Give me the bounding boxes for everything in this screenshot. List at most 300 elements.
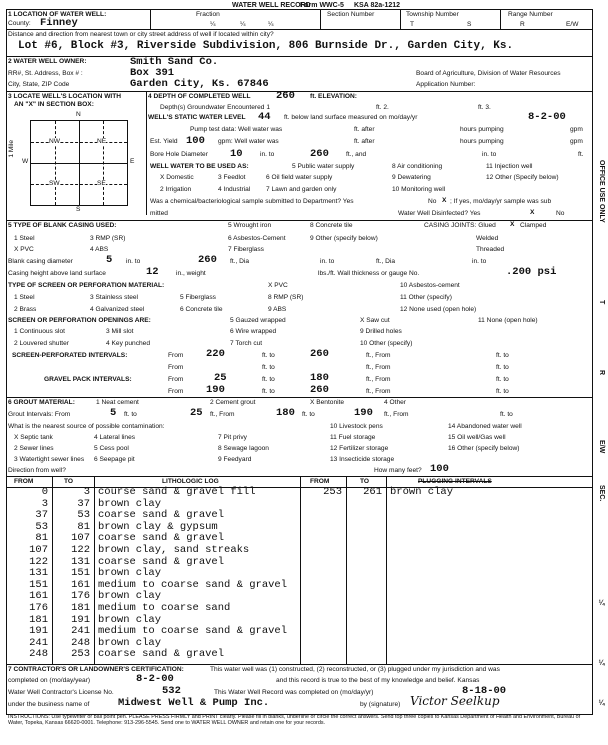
opening-continuous[interactable]: 1 Continuous slot	[14, 328, 65, 335]
casing-threaded: Threaded	[476, 246, 505, 253]
log-cell-to2	[346, 522, 386, 534]
section-5-label: 5 TYPE OF BLANK CASING USED:	[8, 222, 117, 229]
screen-brass[interactable]: 2 Brass	[14, 306, 37, 313]
compass-s: S	[76, 206, 81, 213]
log-cell-to: 122	[71, 543, 90, 556]
gw-ft-3: ft. 3.	[478, 104, 491, 111]
log-cell-to: 253	[71, 648, 90, 661]
completed-label: completed on (mo/day/year)	[8, 677, 91, 684]
use-oil-field[interactable]: 6 Oil field water supply	[266, 174, 333, 181]
casing-pvc[interactable]: X PVC	[14, 246, 34, 253]
log-cell-text2	[386, 591, 590, 603]
township-s: S	[467, 21, 472, 28]
bore-ft: ft.	[578, 151, 584, 158]
owner-address: Box 391	[130, 67, 175, 79]
log-cell-text: medium to coarse sand & gravel	[98, 578, 288, 591]
log-cell-from: 122	[29, 555, 48, 568]
log-cell-from: 53	[35, 520, 48, 533]
log-cell-text2	[386, 626, 590, 638]
pump-hours: hours pumping	[460, 126, 504, 133]
log-cell-to2	[346, 510, 386, 522]
contam-feedyard[interactable]: 9 Feedyard	[218, 456, 252, 463]
log-cell-text: coarse sand & gravel	[98, 509, 225, 522]
contam-lagoon[interactable]: 8 Sewage lagoon	[218, 445, 269, 452]
instructions-text: INSTRUCTIONS: Use typewriter or ball point pen. PLEASE PRESS FIRMLY and PRINT clearly. Please fill in blanks, underline or circle the correct answers. Send top three copies to Kansas Department of Health and Environment, Bureau of Water, Topeka, Kansas 66620-0001. Telephone: 913-296-5545. Send one to WATER WELL OWNER and retain one for your records.	[8, 714, 581, 727]
yield-unit: gpm: Well water was	[218, 138, 279, 145]
log-cell-text: medium to coarse sand	[98, 601, 231, 614]
log-cell-from2	[300, 626, 346, 638]
side-r: R	[598, 370, 605, 376]
casing-asbestos[interactable]: 6 Asbestos-Cement	[228, 235, 286, 242]
grout-bentonite[interactable]: X Bentonite	[310, 399, 345, 406]
county-value: Finney	[40, 17, 78, 29]
ksa-reference: KSA 82a-1212	[354, 2, 401, 9]
casing-height-label: Casing height above land surface	[8, 270, 106, 277]
spi-from-value: 220	[206, 348, 225, 360]
casing-steel[interactable]: 1 Steel	[14, 235, 35, 242]
log-cell-from: 241	[29, 636, 48, 649]
casing-joints-mark[interactable]: X	[510, 221, 515, 228]
gauge-value: .200 psi	[506, 266, 557, 278]
bore-in-to: in. to	[260, 151, 275, 158]
contam-pit-privy[interactable]: 7 Pit privy	[218, 434, 247, 441]
use-injection[interactable]: 11 Injection well	[486, 163, 533, 170]
spi-ft-to: ft. to	[262, 352, 275, 359]
spi-ft-from-2: ft., From	[366, 364, 391, 371]
log-cell-from2	[300, 522, 346, 534]
gravel-intervals-label: GRAVEL PACK INTERVALS:	[44, 376, 132, 383]
use-other[interactable]: 12 Other (Specify below)	[486, 174, 559, 181]
direction-label: Direction from well?	[8, 467, 66, 474]
plugging-intervals-header: PLUGGING INTERVALS	[418, 478, 492, 485]
certification-text-2: and this record is true to the best of my knowledge and belief. Kansas	[276, 677, 480, 684]
contam-other[interactable]: 16 Other (specify below)	[448, 445, 520, 452]
log-cell-to: 176	[71, 590, 90, 603]
use-industrial[interactable]: 4 Industrial	[218, 186, 251, 193]
casing-abs[interactable]: 4 ABS	[90, 246, 109, 253]
distance-label: Distance and direction from nearest town or city street address of well if located within city?	[8, 31, 274, 38]
gp1-to-value: 180	[310, 372, 329, 384]
spi-from-2: From	[168, 364, 184, 371]
mitted: mitted	[150, 210, 168, 217]
log-cell-text: coarse sand & gravel	[98, 648, 225, 661]
form-number: Form WWC-5	[300, 2, 344, 9]
casing-clamped: Clamped	[520, 222, 547, 229]
gp-from: From	[168, 376, 184, 383]
side-quarter-3: ¼	[598, 700, 605, 707]
casing-rmp[interactable]: 3 RMP (SR)	[90, 235, 126, 242]
certification-text-3: This Water Well Record was completed on (mo/day/yr)	[214, 689, 374, 696]
screen-steel[interactable]: 1 Steel	[14, 294, 35, 301]
log-cell-text: brown clay	[98, 567, 162, 580]
screen-pvc[interactable]: X PVC	[268, 282, 288, 289]
section-7-label: 7 CONTRACTOR'S OR LANDOWNER'S CERTIFICATION:	[8, 666, 184, 673]
table-row	[7, 533, 590, 545]
log-cell-from: 131	[29, 567, 48, 580]
opening-torch[interactable]: 7 Torch cut	[230, 340, 263, 347]
quadrant-nw: NW	[49, 138, 60, 145]
gp2-from-value: 190	[206, 384, 225, 396]
opening-saw-cut[interactable]: X Saw cut	[360, 317, 390, 324]
log-cell-from2	[300, 649, 346, 661]
log-cell-text: brown clay	[98, 613, 162, 626]
log-cell-from: 248	[29, 648, 48, 661]
grout-other[interactable]: 4 Other	[384, 399, 406, 406]
groundwater-label: Depth(s) Groundwater Encountered 1	[160, 104, 270, 111]
log-cell-to: 161	[71, 578, 90, 591]
contam-cess[interactable]: 5 Cess pool	[94, 445, 129, 452]
lithologic-log-header: LITHOLOGIC LOG	[162, 478, 219, 485]
depth-label: 4 DEPTH OF COMPLETED WELL	[148, 93, 251, 100]
log-cell-text: coarse sand & gravel	[98, 555, 225, 568]
use-monitoring[interactable]: 10 Monitoring well	[392, 186, 446, 193]
section-number-label: Section Number	[327, 11, 375, 18]
casing-joints-label: CASING JOINTS: Glued	[424, 222, 496, 229]
log-cell-text2	[386, 557, 590, 569]
log-cell-from: 181	[29, 613, 48, 626]
opening-wire[interactable]: 6 Wire wrapped	[230, 328, 277, 335]
range-ew: E/W	[566, 21, 579, 28]
screen-concrete[interactable]: 6 Concrete tile	[180, 306, 223, 313]
log-cell-text2	[386, 649, 590, 661]
contam-abandoned[interactable]: 14 Abandoned water well	[448, 423, 522, 430]
gp-ft-to-4: ft. to	[496, 388, 509, 395]
static-level-label: WELL'S STATIC WATER LEVEL	[148, 114, 246, 121]
table-row	[7, 545, 590, 557]
log-cell-from: 176	[29, 601, 48, 614]
side-sec: SEC.	[598, 485, 605, 502]
opening-key[interactable]: 4 Key punched	[106, 340, 150, 347]
openings-label: SCREEN OR PERFORATION OPENINGS ARE:	[8, 317, 151, 324]
spi-ft-from: ft., From	[366, 352, 391, 359]
chem-no-mark[interactable]: X	[442, 197, 447, 204]
owner-name: Smith Sand Co.	[130, 56, 219, 68]
screen-none[interactable]: 12 None used (open hole)	[400, 306, 477, 313]
yield-after: ft. after	[354, 138, 375, 145]
log-from-header-2: FROM	[310, 478, 330, 485]
grout-neat-cement[interactable]: 1 Neat cement	[96, 399, 139, 406]
screen-other[interactable]: 11 Other (specify)	[400, 294, 452, 301]
bore-value: 10	[230, 148, 243, 160]
log-cell-to2	[346, 568, 386, 580]
log-cell-from: 191	[29, 625, 48, 638]
grout2-ft-to: ft. to	[302, 411, 315, 418]
certification-text-1: This water well was (1) constructed, (2) reconstructed, or (3) plugged under my jurisdiction and was	[210, 666, 500, 673]
static-level-value: 44	[258, 111, 271, 123]
log-cell-text: brown clay	[98, 636, 162, 649]
compass-e: E	[130, 158, 135, 165]
blank-in-to-3: in. to	[472, 258, 487, 265]
screen-galvanized[interactable]: 4 Galvanized steel	[90, 306, 145, 313]
screen-stainless[interactable]: 3 Stainless steel	[90, 294, 139, 301]
screen-asbestos[interactable]: 10 Asbestos-cement	[400, 282, 460, 289]
table-row	[7, 638, 590, 650]
table-row	[7, 626, 590, 638]
quadrant-se: SE	[97, 180, 106, 187]
owner-city: Garden City, Ks. 67846	[130, 78, 269, 90]
log-cell-to: 37	[77, 497, 90, 510]
casing-fiberglass[interactable]: 7 Fiberglass	[228, 246, 264, 253]
compass-n: N	[76, 111, 81, 118]
side-quarter-1: ¼	[598, 600, 605, 607]
grout-cement-grout[interactable]: 2 Cement grout	[210, 399, 256, 406]
bore-ft-and: ft., and	[346, 151, 367, 158]
log-to-header-2: TO	[360, 478, 370, 485]
log-cell-text2	[386, 499, 590, 511]
use-public[interactable]: 5 Public water supply	[292, 163, 355, 170]
log-cell-text: medium to coarse sand & gravel	[98, 625, 288, 638]
log-cell-text2	[386, 510, 590, 522]
casing-welded: Welded	[476, 235, 499, 242]
bore-to-value: 260	[310, 148, 329, 160]
contam-sewer[interactable]: 2 Sewer lines	[14, 445, 54, 452]
log-cell-text: brown clay	[98, 497, 162, 510]
blank-in-to-2: in. to	[320, 258, 335, 265]
opening-gauzed[interactable]: 5 Gauzed wrapped	[230, 317, 286, 324]
spi-to-value: 260	[310, 348, 329, 360]
log-cell-to: 81	[77, 520, 90, 533]
log-cell-to2	[346, 499, 386, 511]
contam-fuel[interactable]: 11 Fuel storage	[330, 434, 376, 441]
grout2-ft-from: ft., From	[384, 411, 409, 418]
grout-intervals-label: Grout Intervals: From	[8, 411, 71, 418]
screen-rmp[interactable]: 8 RMP (SR)	[268, 294, 304, 301]
screen-material-label: TYPE OF SCREEN OR PERFORATION MATERIAL:	[8, 282, 165, 289]
form-title: WATER WELL RECORD	[232, 2, 311, 9]
log-cell-from: 107	[29, 543, 48, 556]
table-row	[7, 603, 590, 615]
grout2-to: 190	[354, 407, 373, 419]
log-cell-to2	[346, 603, 386, 615]
log-cell-to2	[346, 557, 386, 569]
signature-label: by (signature)	[360, 701, 401, 708]
table-row	[7, 580, 590, 592]
side-ew: E/W	[598, 440, 605, 454]
log-cell-to: 131	[71, 555, 90, 568]
table-row	[7, 615, 590, 627]
log-cell-from: 161	[29, 590, 48, 603]
log-cell-from: 81	[35, 532, 48, 545]
opening-louvered[interactable]: 2 Louvered shutter	[14, 340, 69, 347]
log-cell-text: brown clay	[98, 590, 162, 603]
log-cell-to2	[346, 626, 386, 638]
log-cell-from2	[300, 557, 346, 569]
use-label: WELL WATER TO BE USED AS:	[150, 163, 249, 170]
quarter-mark: ¼	[240, 21, 246, 28]
record-date: 8-18-00	[462, 685, 507, 697]
use-air[interactable]: 8 Air conditioning	[392, 163, 443, 170]
fraction-label: Fraction	[196, 11, 220, 18]
table-row	[7, 499, 590, 511]
log-cell-text2	[386, 522, 590, 534]
log-cell-from: 0	[41, 486, 48, 498]
table-row	[7, 510, 590, 522]
section-3-sublabel: AN "X" IN SECTION BOX:	[14, 101, 94, 108]
office-use-only: OFFICE USE ONLY	[598, 160, 605, 223]
elevation-label: ft. ELEVATION:	[310, 93, 358, 100]
log-from-header: FROM	[14, 478, 34, 485]
table-row	[7, 487, 590, 499]
log-cell-text2	[386, 533, 590, 545]
gp-ft-from: ft., From	[366, 376, 391, 383]
well-address: Lot #6, Block #3, Riverside Subdivision, 806 Burnside Dr., Garden City, Ks.	[18, 40, 514, 52]
log-cell-from2	[300, 603, 346, 615]
table-row	[7, 649, 590, 661]
contamination-label: What is the nearest source of possible contamination:	[8, 423, 165, 430]
grout1-ft-to: ft. to	[124, 411, 137, 418]
contractor-signature: Victor Seelkup	[410, 694, 500, 708]
blank-diameter-value: 5	[106, 254, 113, 266]
township-t: T	[410, 21, 415, 28]
log-cell-text: coarse sand & gravel	[98, 532, 225, 545]
wall-thickness-label: lbs./ft. Wall thickness or gauge No.	[318, 270, 420, 277]
completed-date: 8-2-00	[136, 673, 174, 685]
side-t: T	[598, 300, 605, 305]
contam-insecticide[interactable]: 13 Insecticide storage	[330, 456, 395, 463]
log-cell-from2	[300, 580, 346, 592]
use-domestic[interactable]: X Domestic	[160, 174, 194, 181]
opening-other[interactable]: 10 Other (specify)	[360, 340, 413, 347]
screen-intervals-label: SCREEN-PERFORATED INTERVALS:	[12, 352, 128, 359]
log-cell-from2: 253	[323, 486, 342, 498]
opening-drilled[interactable]: 9 Drilled holes	[360, 328, 402, 335]
mile-label: 1 Mile	[8, 140, 15, 158]
pump-test-label: Pump test data: Well water was	[190, 126, 283, 133]
quarter-mark: ¼	[210, 21, 216, 28]
contam-watertight[interactable]: 3 Watertight sewer lines	[14, 456, 85, 463]
blank-diameter-label: Blank casing diameter	[8, 258, 73, 265]
casing-wrought[interactable]: 5 Wrought iron	[228, 222, 272, 229]
chem-sample-label: Was a chemical/bacteriological sample submitted to Department? Yes	[150, 198, 354, 205]
section-location-box[interactable]	[30, 120, 128, 206]
spi-ft-to-2: ft. to	[496, 352, 509, 359]
log-cell-to: 241	[71, 625, 90, 638]
contam-septic[interactable]: X Septic tank	[14, 434, 53, 441]
yield-hours: hours pumping	[460, 138, 504, 145]
log-to-header: TO	[64, 478, 74, 485]
log-cell-from: 151	[29, 578, 48, 591]
log-cell-to: 53	[77, 509, 90, 522]
board-label: Board of Agriculture, Division of Water Resources	[416, 70, 561, 77]
grout2-from: 180	[276, 407, 295, 419]
log-cell-text2	[386, 603, 590, 615]
log-cell-from2	[300, 510, 346, 522]
casing-weight-label: in., weight	[176, 270, 206, 277]
log-cell-text2	[386, 545, 590, 557]
log-cell-to2	[346, 580, 386, 592]
disinfected-mark[interactable]: X	[530, 209, 535, 216]
contam-seepage[interactable]: 6 Seepage pit	[94, 456, 135, 463]
gp-from-2: From	[168, 388, 184, 395]
log-cell-to: 151	[71, 567, 90, 580]
yield-value: 100	[186, 135, 205, 147]
log-cell-to2	[346, 591, 386, 603]
township-number-label: Township Number	[406, 11, 459, 18]
chem-no: No	[428, 198, 437, 205]
log-cell-to2	[346, 533, 386, 545]
lithologic-log-table	[7, 487, 590, 661]
compass-w: W	[22, 158, 29, 165]
log-cell-to2	[346, 638, 386, 650]
blank-in-to: in. to	[126, 258, 141, 265]
grout1-ft-from: ft., From	[210, 411, 235, 418]
yield-gpm: gpm	[570, 138, 583, 145]
screen-fiberglass[interactable]: 5 Fiberglass	[180, 294, 216, 301]
range-r: R	[520, 21, 525, 28]
log-cell-to: 248	[71, 636, 90, 649]
log-cell-to: 191	[71, 613, 90, 626]
log-cell-to: 181	[71, 601, 90, 614]
quadrant-sw: SW	[49, 180, 60, 187]
bore-in-to-2: in. to	[482, 151, 497, 158]
log-cell-to: 3	[83, 486, 90, 498]
log-cell-from2	[300, 638, 346, 650]
section-3-label: 3 LOCATE WELL'S LOCATION WITH	[8, 93, 122, 100]
business-label: under the business name of	[8, 701, 90, 708]
pump-gpm: gpm	[570, 126, 583, 133]
gp-ft-to: ft. to	[262, 376, 275, 383]
use-irrigation[interactable]: 2 Irrigation	[160, 186, 192, 193]
log-cell-to: 107	[71, 532, 90, 545]
opening-none[interactable]: 11 None (open hole)	[478, 317, 538, 324]
range-number-label: Range Number	[508, 11, 553, 18]
use-dewatering[interactable]: 9 Dewatering	[392, 174, 431, 181]
use-lawn[interactable]: 7 Lawn and garden only	[266, 186, 337, 193]
contam-lateral[interactable]: 4 Lateral lines	[94, 434, 136, 441]
use-feedlot[interactable]: 3 Feedlot	[218, 174, 246, 181]
log-cell-from: 37	[35, 509, 48, 522]
log-cell-text2	[386, 568, 590, 580]
contam-oil-gas[interactable]: 15 Oil well/Gas well	[448, 434, 506, 441]
gp2-to-value: 260	[310, 384, 329, 396]
log-cell-text: brown clay, sand streaks	[98, 543, 250, 556]
application-number-label: Application Number:	[416, 81, 476, 88]
chem-rest: ; If yes, mo/day/yr sample was sub	[450, 198, 552, 205]
blank-ft-dia: ft., Dia	[230, 258, 250, 265]
license-label: Water Well Contractor's License No.	[8, 689, 114, 696]
county-label: County:	[8, 20, 31, 27]
pump-after: ft. after	[354, 126, 375, 133]
business-name: Midwest Well & Pump Inc.	[118, 697, 270, 709]
license-number: 532	[162, 685, 181, 697]
blank-ft-dia-2: ft., Dia	[376, 258, 396, 265]
log-cell-from: 3	[41, 497, 48, 510]
log-cell-from2	[300, 568, 346, 580]
opening-mill[interactable]: 3 Mill slot	[106, 328, 134, 335]
log-cell-from2	[300, 499, 346, 511]
section-2-label: 2 WATER WELL OWNER:	[8, 58, 87, 65]
side-quarter-2: ¼	[598, 660, 605, 667]
casing-other[interactable]: 9 Other (specify below)	[310, 235, 378, 242]
bore-label: Bore Hole Diameter	[150, 151, 208, 158]
log-cell-from2	[300, 591, 346, 603]
contam-fertilizer[interactable]: 12 Fertilizer storage	[330, 445, 389, 452]
grout1-from: 5	[110, 407, 117, 419]
blank-to-value: 260	[198, 254, 217, 266]
section-6-label: 6 GROUT MATERIAL:	[8, 399, 75, 406]
quadrant-ne: NE	[97, 138, 107, 145]
log-cell-from2	[300, 545, 346, 557]
yield-label: Est. Yield	[150, 138, 178, 145]
log-cell-text2	[386, 580, 590, 592]
how-many-feet-label: How many feet?	[374, 467, 422, 474]
casing-concrete[interactable]: 8 Concrete tile	[310, 222, 353, 229]
table-row	[7, 591, 590, 603]
contam-livestock[interactable]: 10 Livestock pens	[330, 423, 383, 430]
screen-abs[interactable]: 9 ABS	[268, 306, 287, 313]
depth-value: 260	[276, 90, 295, 102]
gp-ft-from-2: ft., From	[366, 388, 391, 395]
